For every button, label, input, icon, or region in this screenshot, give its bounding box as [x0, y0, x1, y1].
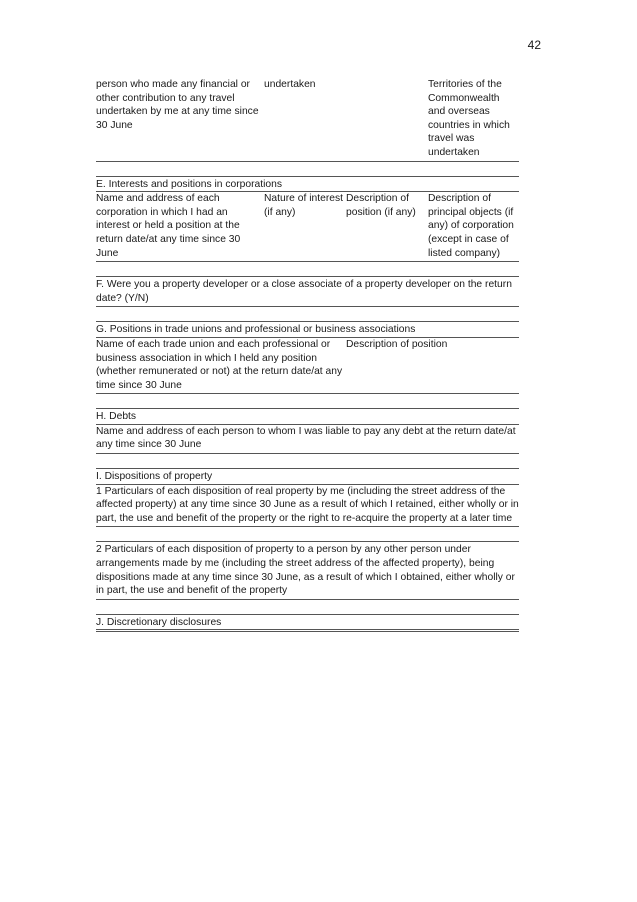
section-j-header: J. Discretionary disclosures: [96, 615, 519, 633]
page-number: 42: [527, 38, 541, 52]
disclosure-form: [96, 78, 519, 632]
section-g-blank-row: [96, 394, 519, 409]
section-e-col-position: Description of position (if any): [346, 193, 416, 218]
travel-table-blank-row: [96, 162, 519, 177]
section-g-header: G. Positions in trade unions and professional or business associations: [96, 322, 519, 338]
section-g-col-name: Name of each trade union and each professional or business association in which I held any position (whether remunerated or not) at the return date/at any time since 30 June: [96, 338, 343, 391]
section-e-col-name: Name and address of each corporation in which I had an interest or held a position at the return date/at any time since 30 June: [96, 193, 241, 259]
travel-contributor-cell: person who made any financial or other contribution to any travel undertaken by me at any time since 30 June: [96, 79, 259, 131]
section-e-col-nature: Nature of interest (if any): [264, 193, 343, 218]
section-e-header: E. Interests and positions in corporations: [96, 177, 519, 193]
section-e-columns: [96, 192, 519, 262]
section-i-item-1: 1 Particulars of each disposition of real property by me (including the street address of the affected property) at any time since 30 June as a result of which I retained, either wholly or in part, the use and benefit of the property or the right to re-acquire the property at a later time: [96, 485, 519, 528]
section-h-blank-row: [96, 454, 519, 469]
travel-undertaken-cell: undertaken: [264, 79, 316, 90]
travel-table-row: [96, 78, 519, 162]
section-e-blank-row: [96, 262, 519, 277]
section-f-question: F. Were you a property developer or a close associate of a property developer on the return date? (Y/N): [96, 277, 519, 307]
section-i-header: I. Dispositions of property: [96, 469, 519, 485]
travel-territories-cell: Territories of the Commonwealth and overseas countries in which travel was undertaken: [428, 79, 510, 158]
section-g-columns: [96, 338, 519, 394]
section-e-col-objects: Description of principal objects (if any) of corporation (except in case of listed company): [428, 193, 514, 259]
section-i-item-2: 2 Particulars of each disposition of property to a person by any other person under arrangements made by me (including the street address of the affected property), being dispositions made at any time since 30 June, as a result of which I obtained, either wholly or in part, the use and benefit of the property: [96, 542, 519, 599]
section-g-col-position: Description of position: [346, 338, 448, 350]
section-h-col-name: Name and address of each person to whom I was liable to pay any debt at the return date/at any time since 30 June: [96, 425, 519, 454]
section-h-header: H. Debts: [96, 409, 519, 425]
section-i-item-2-blank-row: [96, 600, 519, 615]
section-f-answer-row: [96, 307, 519, 322]
section-i-item-1-blank-row: [96, 527, 519, 542]
